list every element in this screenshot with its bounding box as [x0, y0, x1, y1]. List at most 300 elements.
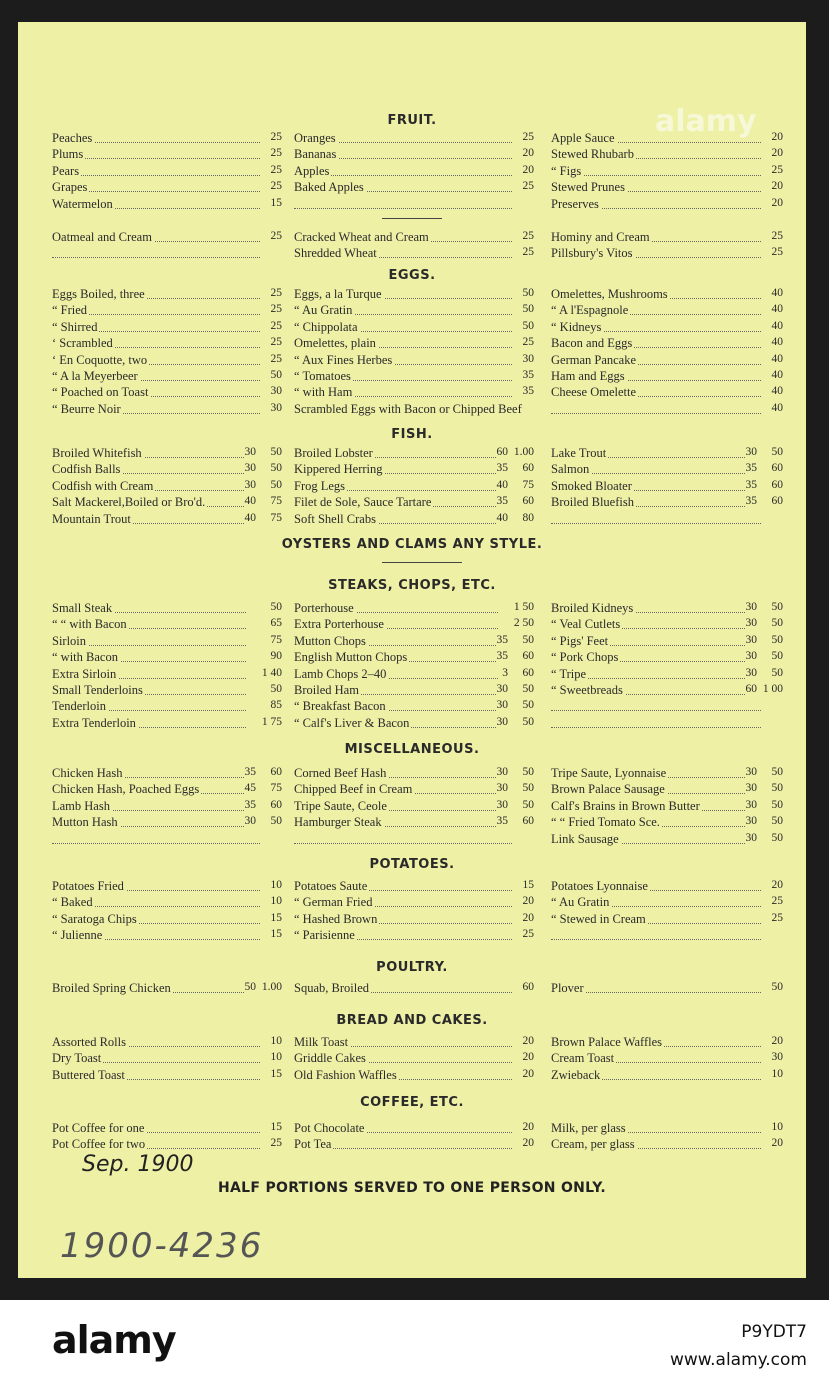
menu-item-price: 10 — [771, 1067, 783, 1080]
menu-item — [52, 667, 282, 683]
menu-item — [52, 699, 282, 715]
menu-item-price: 25 — [270, 1137, 282, 1150]
menu-item-price: 60 — [522, 462, 534, 475]
menu-item-half-price: 35 — [496, 650, 508, 663]
menu-item-name: Porterhouse — [294, 601, 354, 615]
menu-item — [52, 928, 282, 944]
menu-item-price: 25 — [270, 147, 282, 160]
menu-item-price: 35 — [522, 385, 534, 398]
menu-item-price: 60 — [270, 798, 282, 811]
menu-item — [52, 230, 282, 246]
menu-item-half-price: 50 — [244, 981, 256, 993]
menu-item-name: “ Au Gratin — [551, 895, 610, 910]
leader-dots — [294, 832, 512, 844]
menu-item-price: 20 — [771, 1137, 783, 1150]
menu-item-price: 85 — [270, 699, 282, 712]
menu-item-price: 50 — [522, 319, 534, 332]
menu-item-name: Extra Sirloin — [52, 666, 117, 681]
menu-item-half-price: 35 — [496, 495, 508, 508]
menu-item — [52, 402, 282, 418]
menu-item — [52, 479, 282, 495]
menu-item-name: German Pancake — [551, 352, 637, 367]
menu-item-price: 35 — [522, 369, 534, 381]
menu-item-price: 50 — [522, 798, 534, 811]
menu-item — [52, 617, 282, 633]
menu-item — [551, 164, 783, 180]
menu-item-price: 50 — [270, 683, 282, 695]
menu-item-price: 50 — [771, 601, 783, 613]
menu-item-name: Milk, per glass — [551, 1121, 626, 1135]
menu-item-price: 50 — [522, 766, 534, 778]
menu-item-price: 80 — [522, 511, 534, 524]
menu-item-name: Baked Apples — [294, 180, 364, 195]
menu-item-name: Apples — [294, 163, 330, 178]
leader-dots — [294, 197, 512, 209]
menu-item-price: 50 — [522, 715, 534, 728]
menu-item — [294, 782, 534, 798]
menu-item-half-price: 30 — [745, 666, 757, 679]
menu-item — [551, 462, 783, 478]
menu-item-price: 50 — [270, 478, 282, 491]
menu-item-price: 25 — [270, 319, 282, 332]
menu-item-price: 10 — [270, 895, 282, 908]
stock-image-id: P9YDT7 — [741, 1322, 807, 1342]
menu-item-price: 20 — [522, 1067, 534, 1080]
menu-item-name: “ Veal Cutlets — [551, 617, 621, 632]
menu-item-name: Soft Shell Crabs — [294, 511, 376, 526]
menu-item — [551, 336, 783, 352]
menu-item-name: “ Au Gratin — [294, 303, 353, 318]
menu-item-half-price: 40 — [496, 511, 508, 524]
menu-item-name: Assorted Rolls — [52, 1035, 126, 1049]
menu-item-price: 25 — [522, 928, 534, 941]
menu-item-price: 1 50 — [513, 601, 534, 613]
menu-item-name: Codfish with Cream — [52, 478, 154, 493]
menu-item-half-price: 3 — [502, 666, 508, 679]
menu-item-price: 20 — [771, 196, 783, 209]
menu-item-half-price: 30 — [496, 766, 508, 778]
menu-item — [52, 1035, 282, 1051]
menu-item-name: Plover — [551, 981, 584, 995]
menu-item-price: 20 — [522, 163, 534, 176]
menu-item — [52, 512, 282, 528]
menu-item — [551, 147, 783, 163]
menu-item-price: 25 — [522, 246, 534, 259]
menu-item-price: 50 — [771, 815, 783, 828]
menu-item-name: “ Beurre Noir — [52, 401, 121, 416]
leader-dots — [52, 164, 260, 176]
menu-item-half-price: 40 — [244, 511, 256, 524]
menu-item-name: Small Tenderloins — [52, 683, 143, 697]
menu-item-name: Mutton Chops — [294, 633, 366, 648]
menu-item-price: 65 — [270, 617, 282, 630]
menu-item — [551, 879, 783, 895]
menu-item-half-price: 30 — [496, 699, 508, 712]
menu-item — [52, 634, 282, 650]
menu-item-price: 75 — [522, 478, 534, 491]
menu-item-half-price: 35 — [745, 495, 757, 508]
menu-item — [294, 1051, 534, 1067]
menu-item-name: Squab, Broiled — [294, 981, 369, 995]
menu-item — [551, 832, 783, 848]
menu-item-name: Pot Coffee for one — [52, 1121, 145, 1135]
menu-item — [294, 353, 534, 369]
menu-item-price: 25 — [522, 131, 534, 143]
menu-item-half-price: 60 — [496, 446, 508, 458]
menu-item-price: 90 — [270, 650, 282, 663]
menu-item-name: Pillsbury's Vitos — [551, 246, 633, 261]
section-title-misc: MISCELLANEOUS. — [344, 742, 480, 757]
menu-item-price: 40 — [771, 401, 783, 414]
menu-item-price: 15 — [522, 879, 534, 891]
menu-item-half-price: 35 — [496, 815, 508, 828]
menu-item-half-price: 30 — [496, 715, 508, 728]
menu-item-name: Mutton Hash — [52, 815, 118, 830]
menu-item — [294, 981, 534, 997]
section-divider — [382, 218, 442, 219]
menu-item-name: Brown Palace Sausage — [551, 782, 665, 797]
menu-item-price: 15 — [270, 911, 282, 924]
menu-item — [52, 446, 282, 462]
menu-item-name: Filet de Sole, Sauce Tartare — [294, 495, 432, 510]
menu-item-half-price: 45 — [244, 782, 256, 795]
menu-item — [551, 928, 783, 944]
leader-dots — [551, 928, 761, 940]
leader-dots — [551, 512, 761, 524]
menu-item-half-price: 30 — [496, 782, 508, 795]
menu-item-name: Broiled Bluefish — [551, 495, 634, 510]
menu-item-price: 20 — [522, 1051, 534, 1064]
menu-item — [551, 650, 783, 666]
menu-item-name: “ Sweetbreads — [551, 683, 623, 697]
menu-item-price: 50 — [771, 650, 783, 663]
menu-item-half-price: 40 — [244, 495, 256, 508]
menu-item-price: 50 — [771, 831, 783, 844]
leader-dots — [52, 246, 260, 258]
menu-item-half-price: 35 — [496, 633, 508, 646]
menu-item-name: Extra Tenderloin — [52, 715, 136, 730]
menu-item-name: Oatmeal and Cream — [52, 230, 152, 244]
menu-item-price: 50 — [522, 699, 534, 712]
menu-item-price: 15 — [270, 1067, 282, 1080]
menu-item — [52, 385, 282, 401]
menu-item — [294, 512, 534, 528]
menu-item-price: 50 — [522, 683, 534, 695]
menu-item-price: 25 — [270, 163, 282, 176]
menu-item-price: 50 — [771, 617, 783, 630]
menu-item-name: “ Kidneys — [551, 319, 602, 334]
menu-item — [294, 815, 534, 831]
menu-item-name: Calf's Brains in Brown Butter — [551, 798, 700, 813]
menu-item-name: Chipped Beef in Cream — [294, 782, 413, 797]
menu-item-name: Pears — [52, 163, 80, 178]
menu-item-name: “ Chippolata — [294, 319, 358, 334]
menu-item — [551, 799, 783, 815]
menu-item-price: 60 — [522, 650, 534, 663]
menu-item-name: Potatoes Saute — [294, 879, 368, 893]
menu-item — [52, 879, 282, 895]
menu-item — [52, 683, 282, 699]
menu-item-name: Old Fashion Waffles — [294, 1067, 397, 1082]
menu-item — [294, 369, 534, 385]
menu-item-name: “ “ with Bacon — [52, 617, 127, 632]
menu-item-name: “ “ Fried Tomato Sce. — [551, 815, 660, 830]
menu-item-name: Chicken Hash, Poached Eggs — [52, 782, 200, 797]
menu-item-price: 50 — [771, 666, 783, 679]
menu-item-price: 1.00 — [513, 446, 534, 458]
menu-item — [294, 462, 534, 478]
menu-item — [551, 912, 783, 928]
menu-item-price: 75 — [270, 511, 282, 524]
menu-item-price: 10 — [270, 879, 282, 891]
menu-item-price: 40 — [771, 319, 783, 332]
menu-item-name: Ham and Eggs — [551, 369, 625, 383]
menu-item-name: Omelettes, plain — [294, 336, 376, 351]
menu-item-name: Chicken Hash — [52, 766, 123, 780]
menu-item — [551, 782, 783, 798]
menu-item-name: Hominy and Cream — [551, 230, 650, 244]
menu-item — [52, 799, 282, 815]
menu-item-name: Tenderloin — [52, 699, 106, 714]
menu-item — [551, 197, 783, 213]
menu-item-half-price: 35 — [244, 798, 256, 811]
menu-item-price: 15 — [270, 928, 282, 941]
menu-item-name: Pot Coffee for two — [52, 1137, 146, 1152]
menu-item-name: Grapes — [52, 180, 88, 195]
menu-item-name: Apple Sauce — [551, 131, 615, 145]
menu-item-name: Cracked Wheat and Cream — [294, 230, 429, 244]
menu-item — [52, 180, 282, 196]
menu-item — [52, 147, 282, 163]
menu-item-name: Scrambled Eggs with Bacon or Chipped Beef — [294, 401, 522, 416]
menu-item-half-price: 60 — [745, 683, 757, 695]
menu-item — [551, 683, 783, 699]
menu-item-name: Cream, per glass — [551, 1137, 635, 1152]
menu-item — [551, 180, 783, 196]
menu-item-half-price: 30 — [745, 633, 757, 646]
menu-item — [551, 230, 783, 246]
menu-item — [551, 479, 783, 495]
menu-item-price: 50 — [270, 369, 282, 381]
menu-item-name: “ A la Meyerbeer — [52, 369, 138, 383]
menu-item-price: 20 — [522, 911, 534, 924]
menu-item-name: Tripe Saute, Lyonnaise — [551, 766, 667, 780]
menu-item-price: 1 40 — [261, 666, 282, 679]
menu-item-name: Extra Porterhouse — [294, 617, 384, 632]
menu-item-price: 25 — [771, 246, 783, 259]
menu-item-price: 60 — [522, 495, 534, 508]
menu-item-name: Oranges — [294, 131, 336, 145]
menu-item — [551, 402, 783, 418]
menu-item-half-price: 30 — [745, 766, 757, 778]
menu-item-name: “ Baked — [52, 895, 93, 910]
menu-item-name: ‘ En Coquotte, two — [52, 352, 148, 367]
menu-item-name: Brown Palace Waffles — [551, 1035, 662, 1049]
menu-item-price: 40 — [771, 352, 783, 365]
leader-dots — [52, 832, 260, 844]
menu-item-name: Small Steak — [52, 601, 113, 615]
menu-item-price: 10 — [270, 1035, 282, 1047]
menu-item — [551, 699, 783, 715]
menu-item-name: Broiled Spring Chicken — [52, 981, 171, 995]
menu-item-half-price: 30 — [745, 446, 757, 458]
menu-item-price: 25 — [270, 131, 282, 143]
menu-item — [294, 147, 534, 163]
menu-item — [294, 1068, 534, 1084]
menu-item — [551, 667, 783, 683]
menu-item — [551, 1051, 783, 1067]
menu-item — [52, 1137, 282, 1153]
menu-item-name: Broiled Whitefish — [52, 446, 142, 460]
menu-item — [294, 895, 534, 911]
menu-item-name: Peaches — [52, 131, 93, 145]
menu-item-price: 60 — [771, 478, 783, 491]
menu-item-name: “ Pork Chops — [551, 650, 619, 665]
menu-item-price: 1 75 — [261, 715, 282, 728]
menu-item-price: 50 — [522, 303, 534, 316]
menu-item-price: 25 — [771, 895, 783, 908]
menu-item-price: 25 — [771, 230, 783, 242]
menu-item-name: Salt Mackerel,Boiled or Bro'd. — [52, 495, 206, 510]
menu-item — [294, 303, 534, 319]
menu-item-price: 75 — [270, 495, 282, 508]
menu-item-half-price: 30 — [745, 650, 757, 663]
menu-item-name: Eggs, a la Turque — [294, 287, 382, 301]
menu-item — [52, 164, 282, 180]
menu-item — [294, 230, 534, 246]
menu-item-price: 20 — [771, 1035, 783, 1047]
menu-item-price: 20 — [522, 1121, 534, 1133]
menu-item — [551, 601, 783, 617]
menu-item-price: 25 — [270, 352, 282, 365]
menu-item — [551, 1068, 783, 1084]
menu-item-price: 40 — [771, 303, 783, 316]
menu-item — [551, 716, 783, 732]
menu-item — [294, 336, 534, 352]
menu-item — [551, 353, 783, 369]
menu-item-name: “ Tomatoes — [294, 369, 351, 383]
menu-item — [294, 766, 534, 782]
menu-item — [294, 716, 534, 732]
leader-dots — [551, 699, 761, 711]
menu-item — [294, 634, 534, 650]
menu-item — [294, 479, 534, 495]
menu-item-half-price: 30 — [244, 462, 256, 475]
menu-item-name: Pot Chocolate — [294, 1121, 365, 1135]
menu-item-half-price: 30 — [244, 478, 256, 491]
menu-item-price: 50 — [771, 798, 783, 811]
menu-item — [294, 164, 534, 180]
menu-item-half-price: 30 — [745, 601, 757, 613]
menu-item-name: Milk Toast — [294, 1035, 349, 1049]
menu-item-price: 25 — [522, 230, 534, 242]
menu-item-name: Broiled Kidneys — [551, 601, 634, 615]
menu-item-name: “ with Ham — [294, 385, 353, 400]
menu-item-half-price: 30 — [244, 446, 256, 458]
menu-item-name: “ Pigs' Feet — [551, 633, 609, 648]
menu-item-half-price: 30 — [745, 831, 757, 844]
menu-item-name: Lake Trout — [551, 446, 607, 460]
menu-item-price: 50 — [522, 287, 534, 299]
menu-item-name: Pot Tea — [294, 1137, 332, 1152]
menu-item-half-price: 35 — [745, 462, 757, 475]
menu-item-price: 75 — [270, 633, 282, 646]
menu-item — [551, 1137, 783, 1153]
menu-item-name: Sirloin — [52, 633, 87, 648]
menu-item-name: “ Julienne — [52, 928, 103, 943]
menu-item-price: 25 — [522, 180, 534, 193]
menu-item-price: 50 — [771, 446, 783, 458]
menu-item-half-price: 30 — [745, 815, 757, 828]
menu-item-name: “ Saratoga Chips — [52, 911, 137, 926]
menu-item-name: “ Figs — [551, 163, 582, 178]
menu-item-name: Broiled Ham — [294, 683, 359, 697]
menu-item — [294, 446, 534, 462]
menu-item-price: 30 — [270, 401, 282, 414]
menu-item-price: 60 — [522, 981, 534, 993]
menu-item — [294, 287, 534, 303]
menu-item — [52, 353, 282, 369]
menu-item-name: English Mutton Chops — [294, 650, 408, 665]
menu-item-name: Smoked Bloater — [551, 478, 632, 493]
menu-item — [294, 928, 534, 944]
menu-item — [52, 197, 282, 213]
menu-item — [294, 197, 534, 213]
menu-item-name: Stewed Rhubarb — [551, 147, 634, 162]
menu-item — [52, 336, 282, 352]
menu-item — [551, 1035, 783, 1051]
menu-item-name: Tripe Saute, Ceole — [294, 798, 387, 813]
menu-item-name: Potatoes Fried — [52, 879, 124, 893]
section-title-coffee: COFFEE, ETC. — [360, 1095, 464, 1110]
menu-item — [52, 1051, 282, 1067]
menu-item-name: Stewed Prunes — [551, 180, 625, 195]
menu-item-name: Link Sausage — [551, 831, 619, 846]
menu-item-name: Cheese Omelette — [551, 385, 637, 400]
menu-item — [551, 369, 783, 385]
menu-item-half-price: 30 — [244, 815, 256, 828]
menu-item-name: Salmon — [551, 462, 590, 477]
menu-item-price: 20 — [522, 147, 534, 160]
menu-item — [551, 512, 783, 528]
menu-item-price: 60 — [522, 666, 534, 679]
menu-item-price: 50 — [270, 601, 282, 613]
menu-item — [551, 981, 783, 997]
menu-item-price: 50 — [771, 782, 783, 795]
section-title-poultry: POULTRY. — [376, 960, 448, 975]
menu-item-name: Corned Beef Hash — [294, 766, 387, 780]
leader-dots — [551, 402, 761, 414]
menu-item-price: 1.00 — [261, 981, 282, 993]
menu-item — [294, 1035, 534, 1051]
half-portions-note: HALF PORTIONS SERVED TO ONE PERSON ONLY. — [218, 1180, 606, 1196]
menu-item — [52, 495, 282, 511]
menu-item-name: “ Aux Fines Herbes — [294, 352, 393, 367]
menu-item — [551, 766, 783, 782]
menu-item — [52, 981, 282, 997]
menu-item-name: Potatoes Lyonnaise — [551, 879, 648, 893]
menu-item-name: “ Parisienne — [294, 928, 355, 943]
menu-item — [294, 650, 534, 666]
menu-item-price: 50 — [771, 633, 783, 646]
menu-item-name: Cream Toast — [551, 1051, 615, 1066]
menu-item-name: “ Shirred — [52, 319, 98, 334]
menu-item-price: 60 — [522, 815, 534, 828]
menu-item-price: 50 — [270, 446, 282, 458]
menu-item-name: Kippered Herring — [294, 462, 383, 477]
menu-item-price: 60 — [771, 462, 783, 475]
menu-item — [294, 879, 534, 895]
